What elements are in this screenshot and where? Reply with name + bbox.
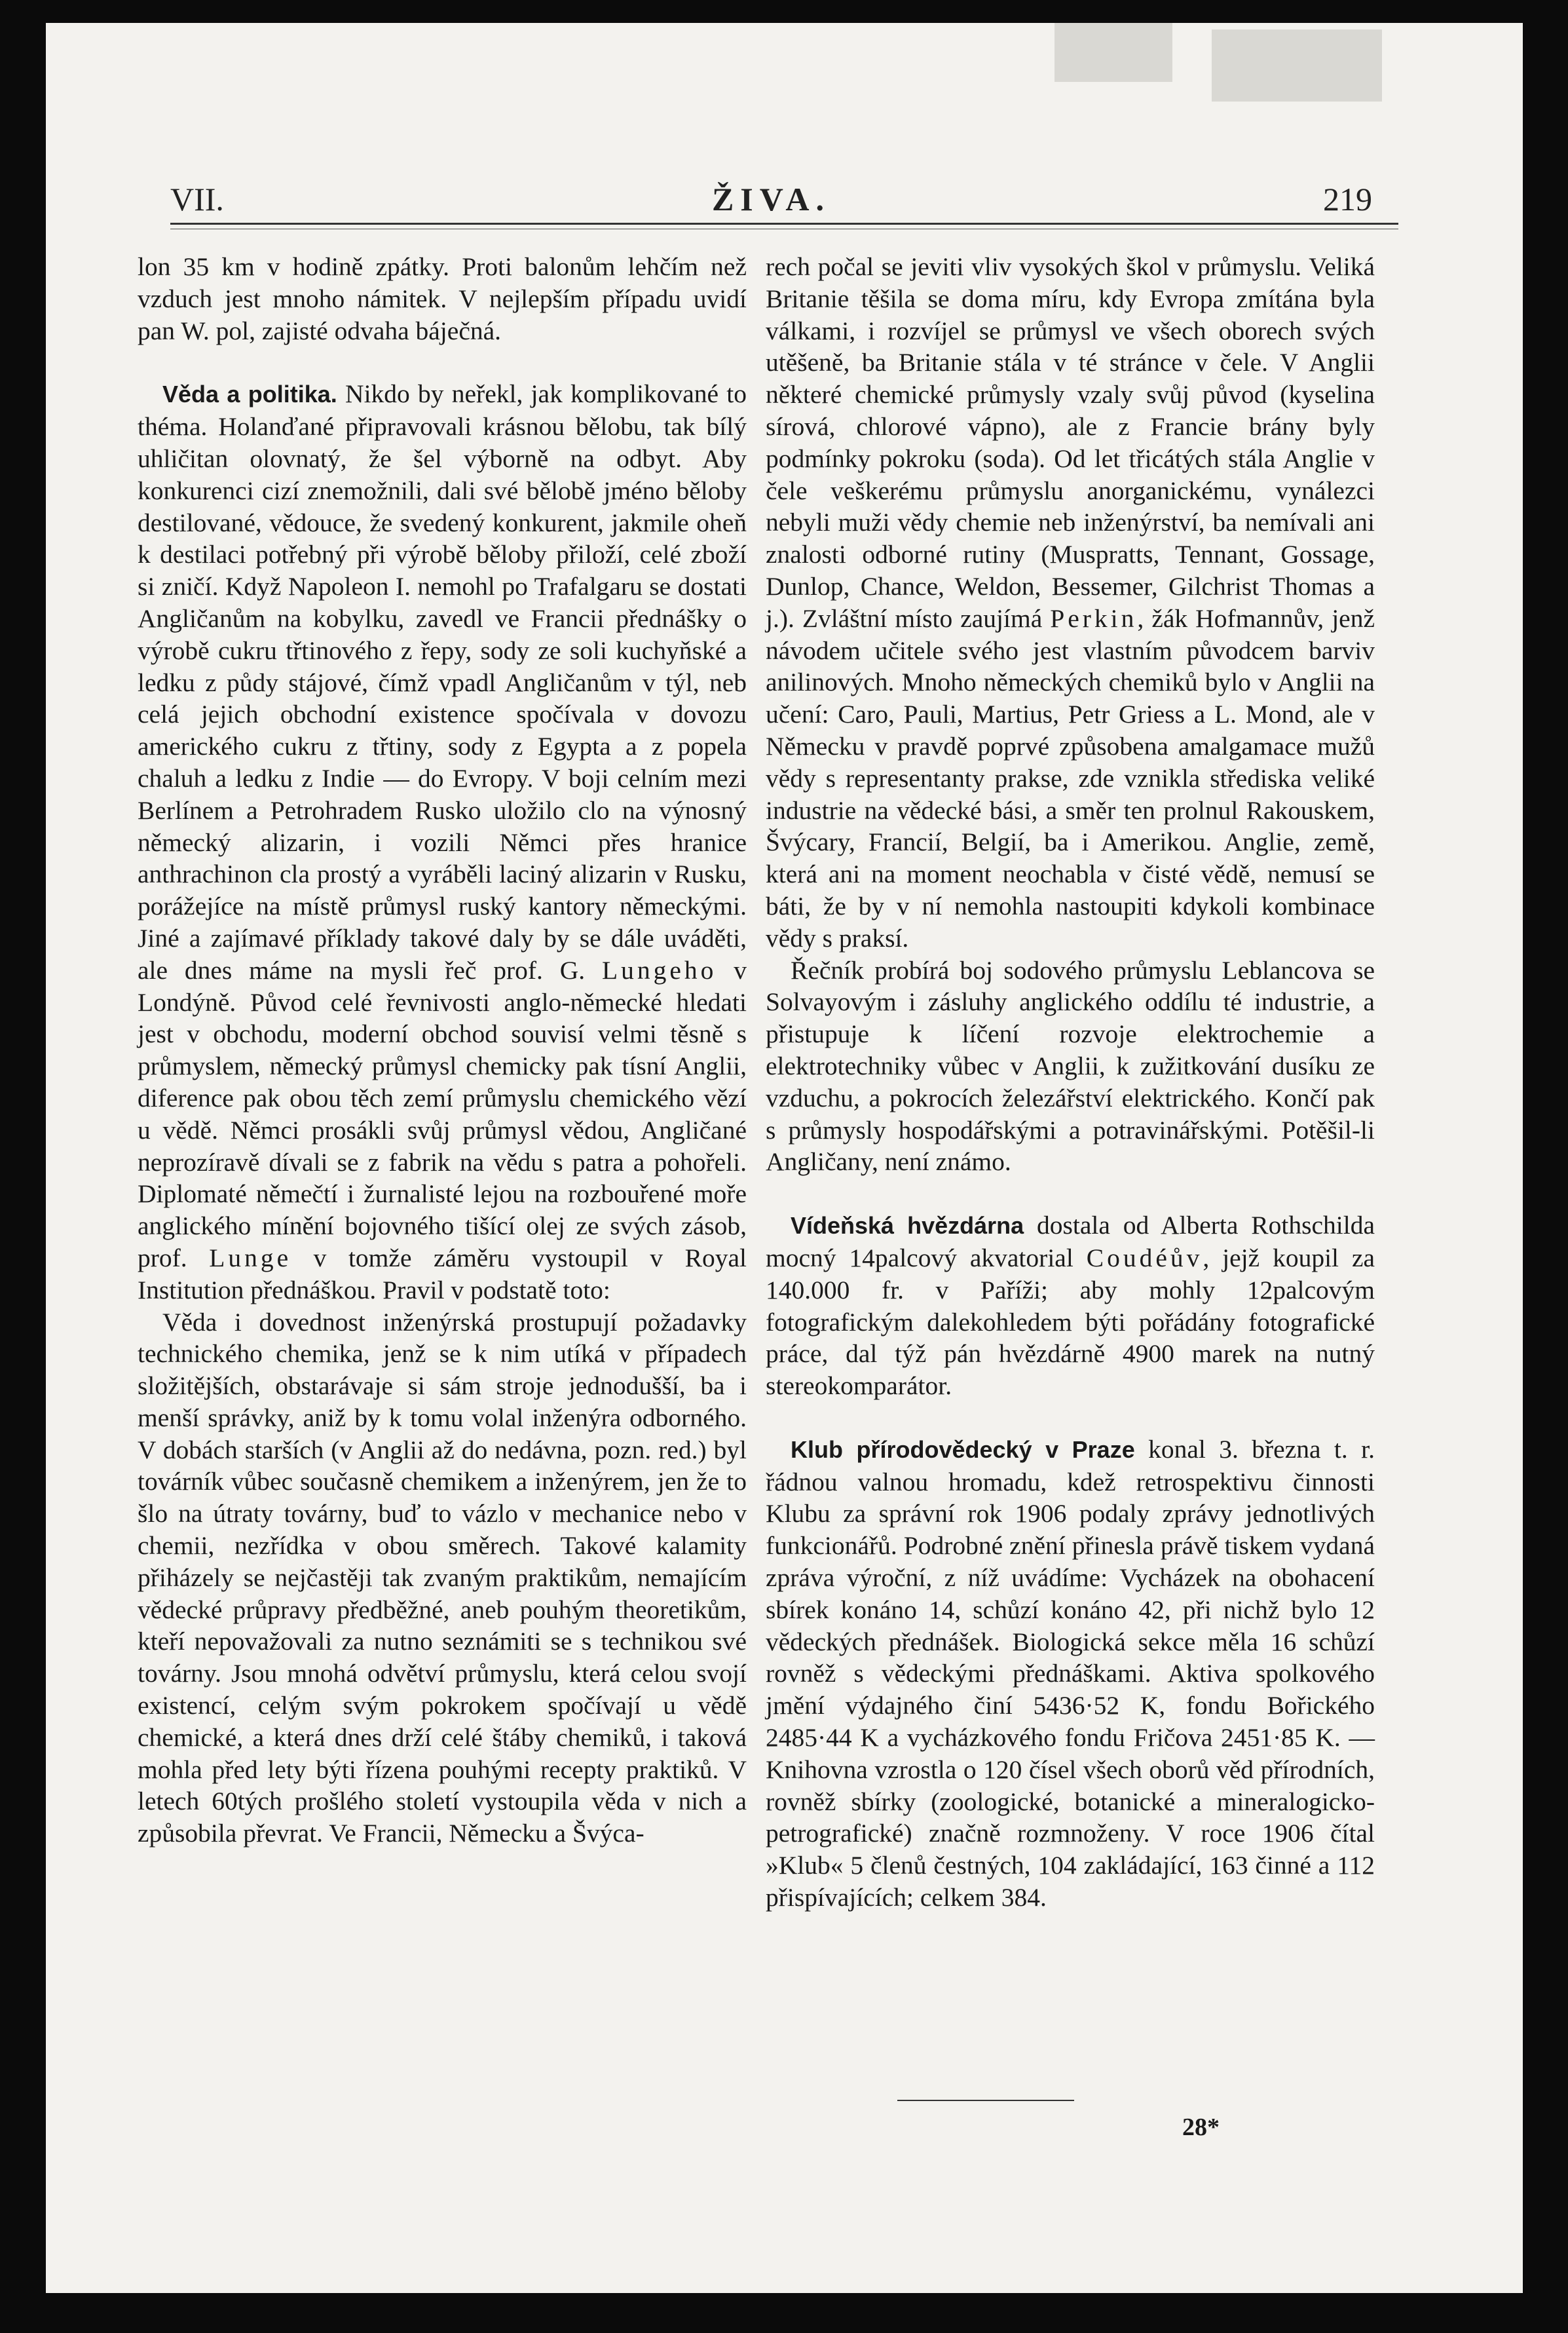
- page-sheet: [46, 23, 1523, 2293]
- journal-title: ŽIVA.: [711, 181, 831, 218]
- scan-smudge: [1055, 23, 1172, 82]
- article-vedaapolitika: [138, 378, 747, 1306]
- spaced-name: Lunge: [209, 1243, 292, 1272]
- paragraph-text: Věda i dovednost inženýrská prostupují požadavky technického chemika, jenž se k nim utíká v případech složitějších, obstarávaje si sám stroje jednodušší, ba i menší správky, aniž by k tomu volal inženýra odborného. V dobách starších (v Anglii až do nedávna, pozn. red.) byl továrník vůbec současně chemikem a inženýrem, jen že to šlo na útraty továrny, buď to vázlo v mechanice nebo v chemii, nezřídka v obou směrech. Takové kalamity přiházely se nejčastěji tak zvaným praktikům, nemajícím vědecké průpravy předběžné, aneb pouhým theoretikům, kteří nepovažovali za nutno seznámiti se s technikou své továrny. Jsou mnohá odvětví průmyslu, která celou svojí existencí, celým svým pokrokem spočívají u vědě chemické, a která dnes drží celé štáby chemiků, i taková mohla před lety býti řízena pouhými recepty praktiků. V letech 60tých prošlého století vystoupila věda v nich a způsobila převrat. Ve Francii, Německu a Švýca-: [138, 1307, 747, 1848]
- header-rule: [170, 223, 1398, 225]
- paragraph-text: v Londýně. Původ celé řevnivosti anglo-německé hledati jest v obchodu, moderní obchod souvisí velmi těsně s průmyslem, německý průmysl chemicky pak tísní Anglii, diference pak obou těch zemí průmyslu chemického vězí u vědě. Němci prosákli svůj průmysl vědou, Angličané neprozíravě dívali se z fabrik na vědu s patra a pohořeli. Diplomaté němečtí i žurnalisté lejou na rozbouřené moře anglického mínění bojovného tišící olej ze svých zásob, prof.: [138, 955, 747, 1272]
- spaced-name: Coudéův: [1086, 1243, 1203, 1272]
- paragraph-text: , žák Hofmannův, jenž návodem učitele svého jest vlastním původcem barviv anilinových. Mnoho německých chemiků bylo v Anglii na učení: Caro, Pauli, Martius, Petr Griess a L. Mond, ale v Německu v pravdě poprvé způsobena amalgamace mužů vědy s representanty prakse, zde vznikla střediska veliké industrie na vědecké bási, a směr ten prolnul Rakouskem, Švýcary, Francií, Belgií, ba i Amerikou. Anglie, země, která ani na moment neochabla v čisté vědě, nemusí se báti, že by v ní nemohla nastoupiti kdykoli kombinace vědy s praksí.: [766, 603, 1375, 953]
- volume-number: VII.: [170, 181, 224, 218]
- paragraph-text: Řečník probírá boj sodového průmyslu Leblancova se Solvayovým i zásluhy anglického oddílu té industrie, a přistupuje k líčení rozvoje elektrochemie a elektrotechniky vůbec v Anglii, k zužitkování dusíku ze vzduchu, a pokrocích železářství elektrického. Končí pak s průmysly hospodářskými a potravinářskými. Potěšil-li Angličany, není známo.: [766, 955, 1375, 1177]
- paragraph: [138, 1306, 747, 1850]
- paragraph-text: Nikdo by neřekl, jak komplikované to théma. Holanďané připravovali krásnou bělobu, tak bílý uhličitan olovnatý, že šel výborně na odbyt. Aby konkurenci cizí znemožnili, dali své bělobě jméno běloby destilované, vědouce, že svedený konkurent, jakmile oheň k destilaci potřebný při výrobě běloby přiloží, celé zboží si zničí. Když Napoleon I. nemohl po Trafalgaru se dostati Angličanům na kobylku, zavedl ve Francii přednášky o výrobě cukru třtinového z řepy, sody ze soli kuchyňské a ledku z půdy stájové, čímž vpadl Angličanům v týl, neb celá jejich obchodní existence spočívala v dovozu amerického cukru z třtiny, sody z Egypta a z popela chaluh a ledku z Indie — do Evropy. V boji celním mezi Berlínem a Petrohradem Rusko uložilo clo na výnosný německý alizarin, i vozili Němci přes hranice anthrachinon cla prostý a vyráběli laciný alizarin v Rusku, porážejíce na místě průmysl ruský kantory německými. Jiné a zajímavé příklady takové daly by se dále uváděti, ale dnes máme na mysli řeč prof. G.: [138, 379, 747, 985]
- paragraph-text: v tomže záměru vystoupil v Royal Institution přednáškou. Pravil v podstatě toto:: [138, 1243, 747, 1304]
- paragraph-text: konal 3. března t. r. řádnou valnou hromadu, kdež retrospektivu činnosti Klubu za správní rok 1906 podaly zprávy jednotlivých funkcionářů. Podrobné znění přinesla právě tiskem vydaná zpráva výroční, z níž uvádíme: Vycházek na obohacení sbírek konáno 14, schůzí konáno 42, při nichž bylo 12 vědeckých přednášek. Biologická sekce měla 16 schůzí rovněž s vědeckými přednáškami. Aktiva spolkového jmění výdajného činí 5436·52 K, fondu Bořického 2485·44 K a vycházkového fondu Fričova 2451·85 K. — Knihovna vzrostla o 120 čísel všech oborů věd přírodních, rovněž sbírky (zoologické, botanické a mineralogicko-petrografické) značně rozmnoženy. V roce 1906 čítal »Klub« 5 členů čestných, 104 zakládající, 163 činné a 112 přispívajících; celkem 384.: [766, 1434, 1375, 1912]
- paragraph-text: lon 35 km v hodině zpátky. Proti balonům lehčím než vzduch jest mnoho námitek. V nejlepším případu uvidí pan W. pol, zajisté odvaha báječná.: [138, 252, 747, 345]
- article-hvezdarna: [766, 1209, 1375, 1402]
- paragraph-text: , jejž koupil za 140.000 fr. v Paříži; aby mohly 12palcovým fotografickým dalekohledem býti pořádány fotografické práce, dal týž pán hvězdárně 4900 marek na nutný stereokomparátor.: [766, 1243, 1375, 1401]
- end-rule: [897, 2100, 1074, 2101]
- article-heading: Věda a politika.: [162, 381, 337, 408]
- paragraph-text: dostala od Alberta Rothschilda mocný 14palcový akvatorial: [766, 1211, 1375, 1272]
- spaced-name: Perkin: [1050, 603, 1138, 633]
- page-number: 219: [1323, 181, 1372, 218]
- spaced-name: Lungeho: [602, 955, 717, 985]
- running-header: [170, 161, 1372, 218]
- scan-smudge: [1212, 29, 1382, 102]
- article-heading: Vídeňská hvězdárna: [791, 1212, 1024, 1240]
- article-heading: Klub přírodovědecký v Praze: [791, 1435, 1135, 1463]
- signature-mark: 28*: [1182, 2114, 1220, 2141]
- left-column: [138, 251, 747, 1849]
- right-column: [766, 251, 1375, 1914]
- paragraph: [766, 955, 1375, 1179]
- paragraph: [766, 251, 1375, 955]
- paragraph: [138, 251, 747, 347]
- paragraph-text: rech počal se jeviti vliv vysokých škol v průmyslu. Veliká Britanie těšila se doma míru, kdy Evropa zmítána byla válkami, i rozvíjel se průmysl ve všech oborech svých utěšeně, ba Britanie stála v té stránce v čele. V Anglii některé chemické průmysly vzaly svůj původ (kyselina sírová, chlorové vápno), ale z Francie brány byly podmínky pokroku (soda). Od let třicátých stála Anglie v čele veškerému průmyslu anorganickému, vynálezci nebyli muži vědy chemie neb inženýrství, ba nemívali ani znalosti odborné rutiny (Muspratts, Tennant, Gossage, Dunlop, Chance, Weldon, Bessemer, Gilchrist Thomas a j.). Zvláštní místo zaujímá: [766, 252, 1375, 633]
- article-klub: [766, 1433, 1375, 1914]
